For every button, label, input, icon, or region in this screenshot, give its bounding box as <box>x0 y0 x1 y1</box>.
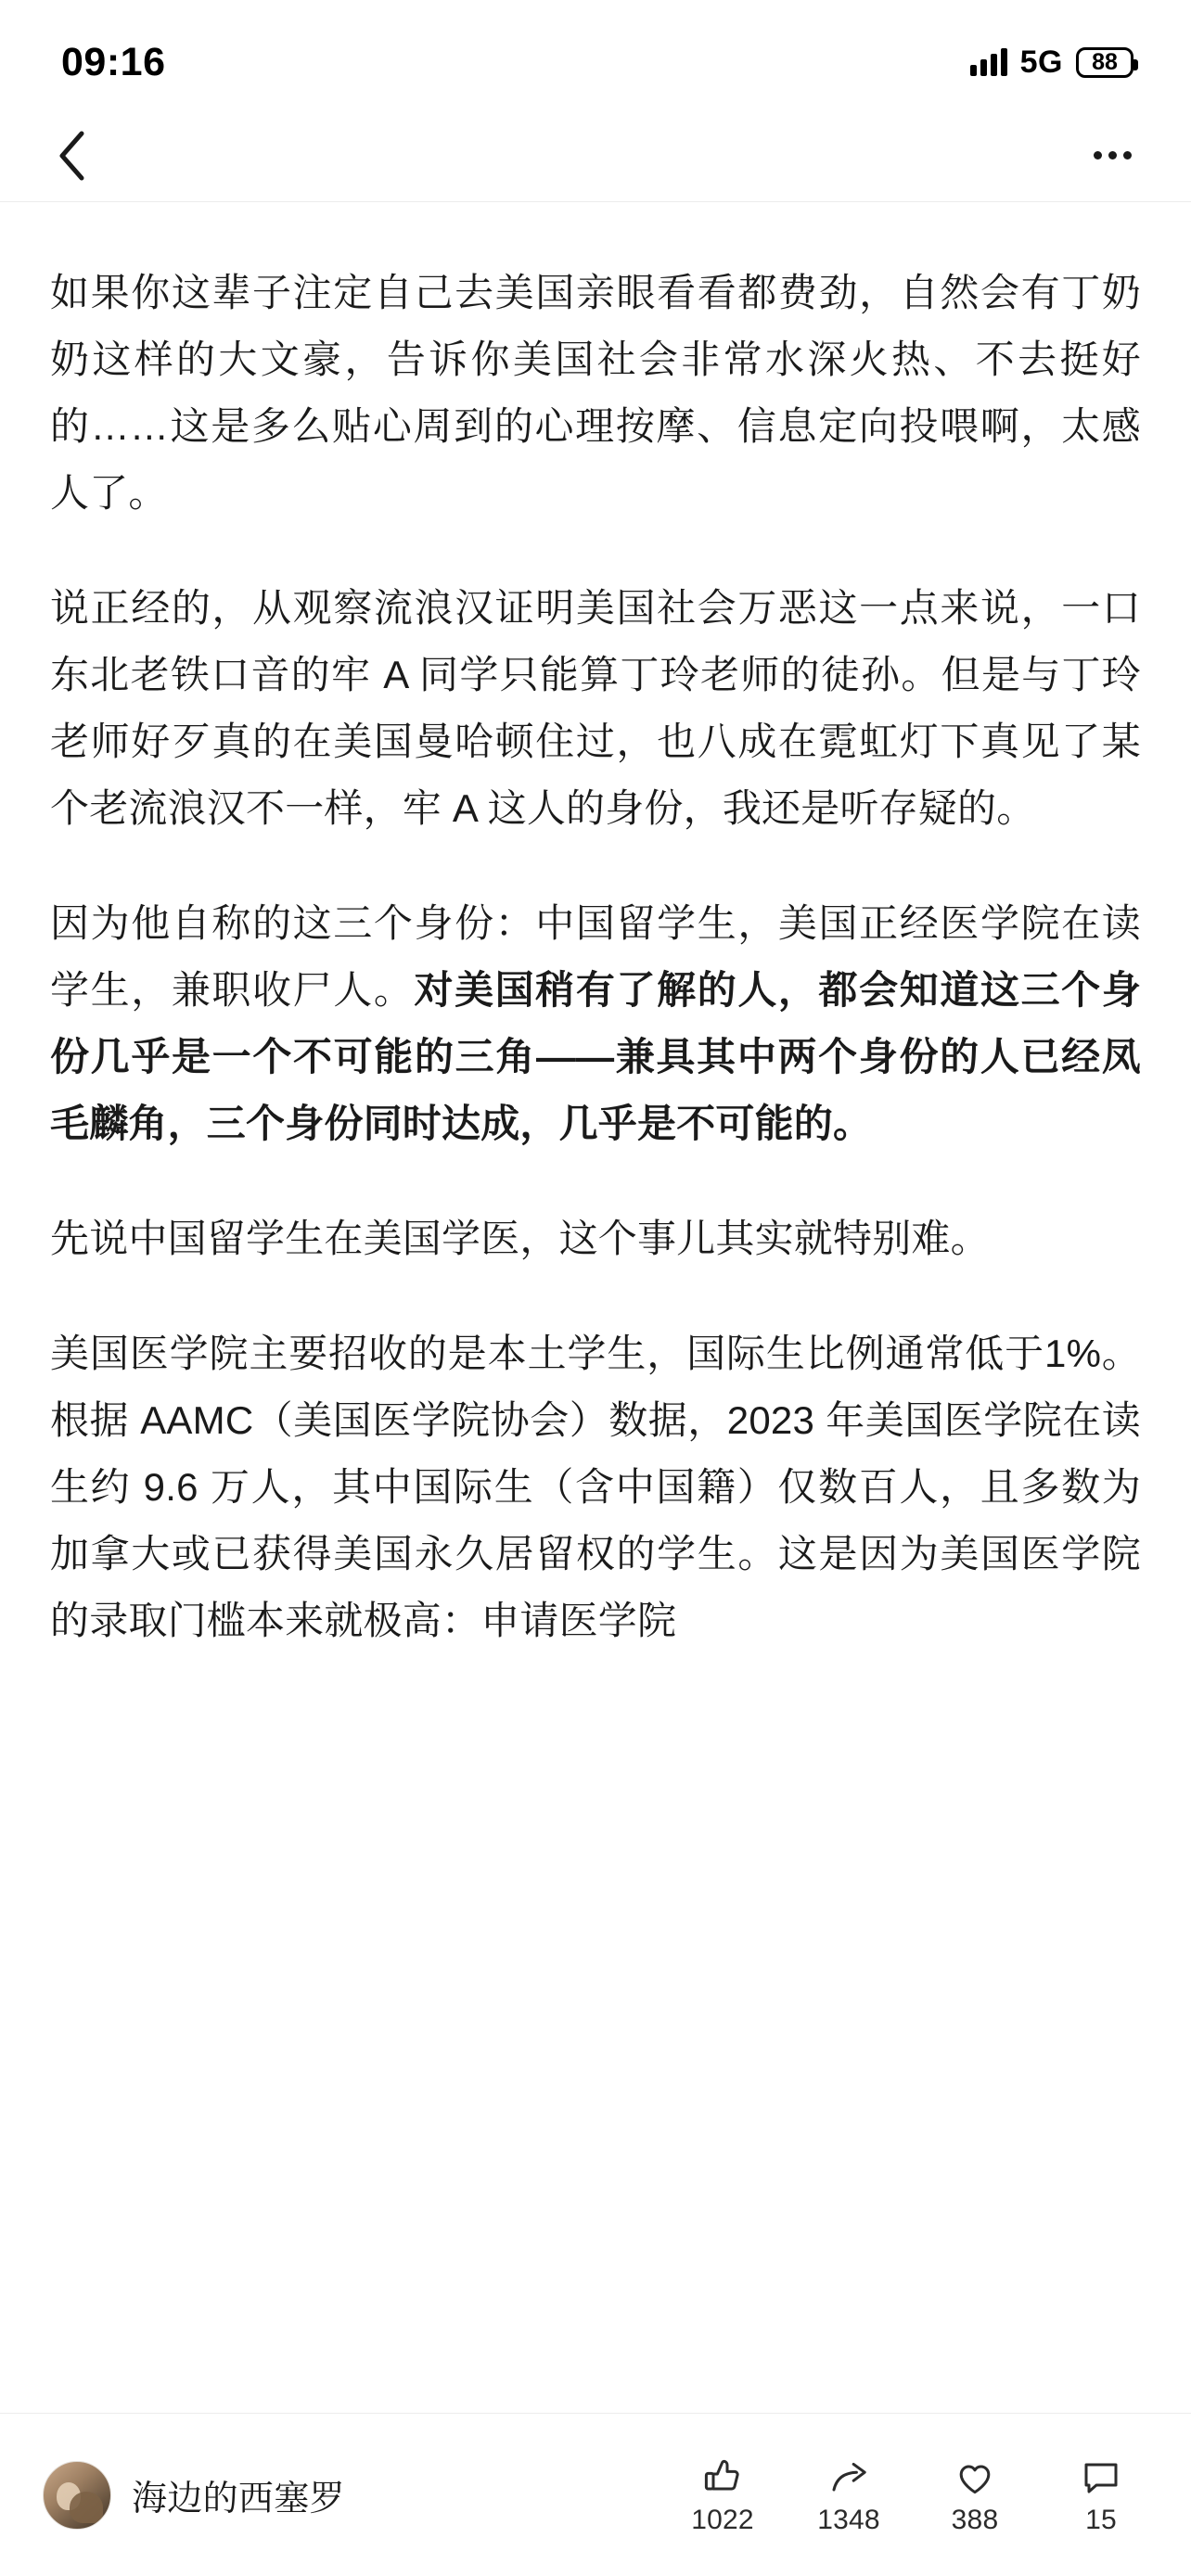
share-arrow-icon <box>826 2455 871 2499</box>
paragraph-lead-text: 因为他自称的这三个身份：中国留学生，美国正经医学院在读学生，兼职收尸人。 <box>50 901 1141 1012</box>
favorite-count: 388 <box>951 2504 999 2535</box>
back-button[interactable] <box>39 123 104 188</box>
article-body[interactable] <box>0 202 1191 2413</box>
more-horizontal-icon <box>1094 151 1102 159</box>
article-paragraph: 先说中国留学生在美国学医，这个事儿其实就特别难。 <box>50 1217 990 1260</box>
comment-bubble-icon <box>1079 2455 1123 2499</box>
avatar[interactable] <box>43 2461 111 2530</box>
battery-percent-label: 88 <box>1092 48 1118 75</box>
article-paragraph: 如果你这辈子注定自己去美国亲眼看看都费劲，自然会有丁奶奶这样的大文豪，告诉你美国社会非常水深火热、不去挺好的……这是多么贴心周到的心理按摩、信息定向投喂啊，太感人了。 <box>50 271 1141 515</box>
more-dot <box>1108 151 1117 159</box>
comment-button[interactable] <box>1065 2455 1137 2536</box>
status-bar <box>0 0 1191 109</box>
heart-icon <box>953 2455 997 2499</box>
article-paragraph: 说正经的，从观察流浪汉证明美国社会万恶这一点来说，一口东北老铁口音的牢 A 同学只能算丁玲老师的徒孙。但是与丁玲老师好歹真的在美国曼哈顿住过，也八成在霓虹灯下真见了某个老流浪汉不一样，牢 A 这人的身份，我还是听存疑的。 <box>50 586 1141 830</box>
author-block[interactable] <box>43 2461 345 2530</box>
author-name[interactable]: 海边的西塞罗 <box>132 2480 345 2519</box>
paragraph-strong-text: 对美国稍有了解的人，都会知道这三个身份几乎是一个不可能的三角——兼具其中两个身份的人已经凤毛麟角，三个身份同时达成，几乎是不可能的。 <box>50 968 1141 1145</box>
comment-count: 15 <box>1085 2504 1117 2535</box>
status-time: 09:16 <box>61 39 166 84</box>
share-count: 1348 <box>817 2504 880 2535</box>
bottom-action-bar <box>0 2413 1191 2576</box>
battery-icon <box>1076 47 1133 78</box>
chevron-left-icon <box>56 130 87 182</box>
like-count: 1022 <box>691 2504 754 2535</box>
navigation-bar <box>0 109 1191 202</box>
like-button[interactable] <box>686 2455 759 2536</box>
more-options-button[interactable] <box>1080 123 1145 188</box>
article-paragraph <box>50 890 1141 1157</box>
share-button[interactable] <box>813 2455 885 2536</box>
favorite-button[interactable] <box>939 2455 1011 2536</box>
network-type-label: 5G <box>1019 44 1063 80</box>
action-buttons <box>686 2455 1137 2536</box>
status-indicators <box>970 45 1133 81</box>
thumbs-up-icon <box>700 2455 745 2499</box>
more-dot <box>1123 151 1132 159</box>
signal-bars-icon <box>970 48 1007 76</box>
article-paragraph: 美国医学院主要招收的是本土学生，国际生比例通常低于1%。根据 AAMC（美国医学院协会）数据，2023 年美国医学院在读生约 9.6 万人，其中国际生（含中国籍）仅数百人，且多数为加拿大或已获得美国永久居留权的学生。这是因为美国医学院的录取门槛本来就极高：申请医学院 <box>50 1332 1141 1642</box>
